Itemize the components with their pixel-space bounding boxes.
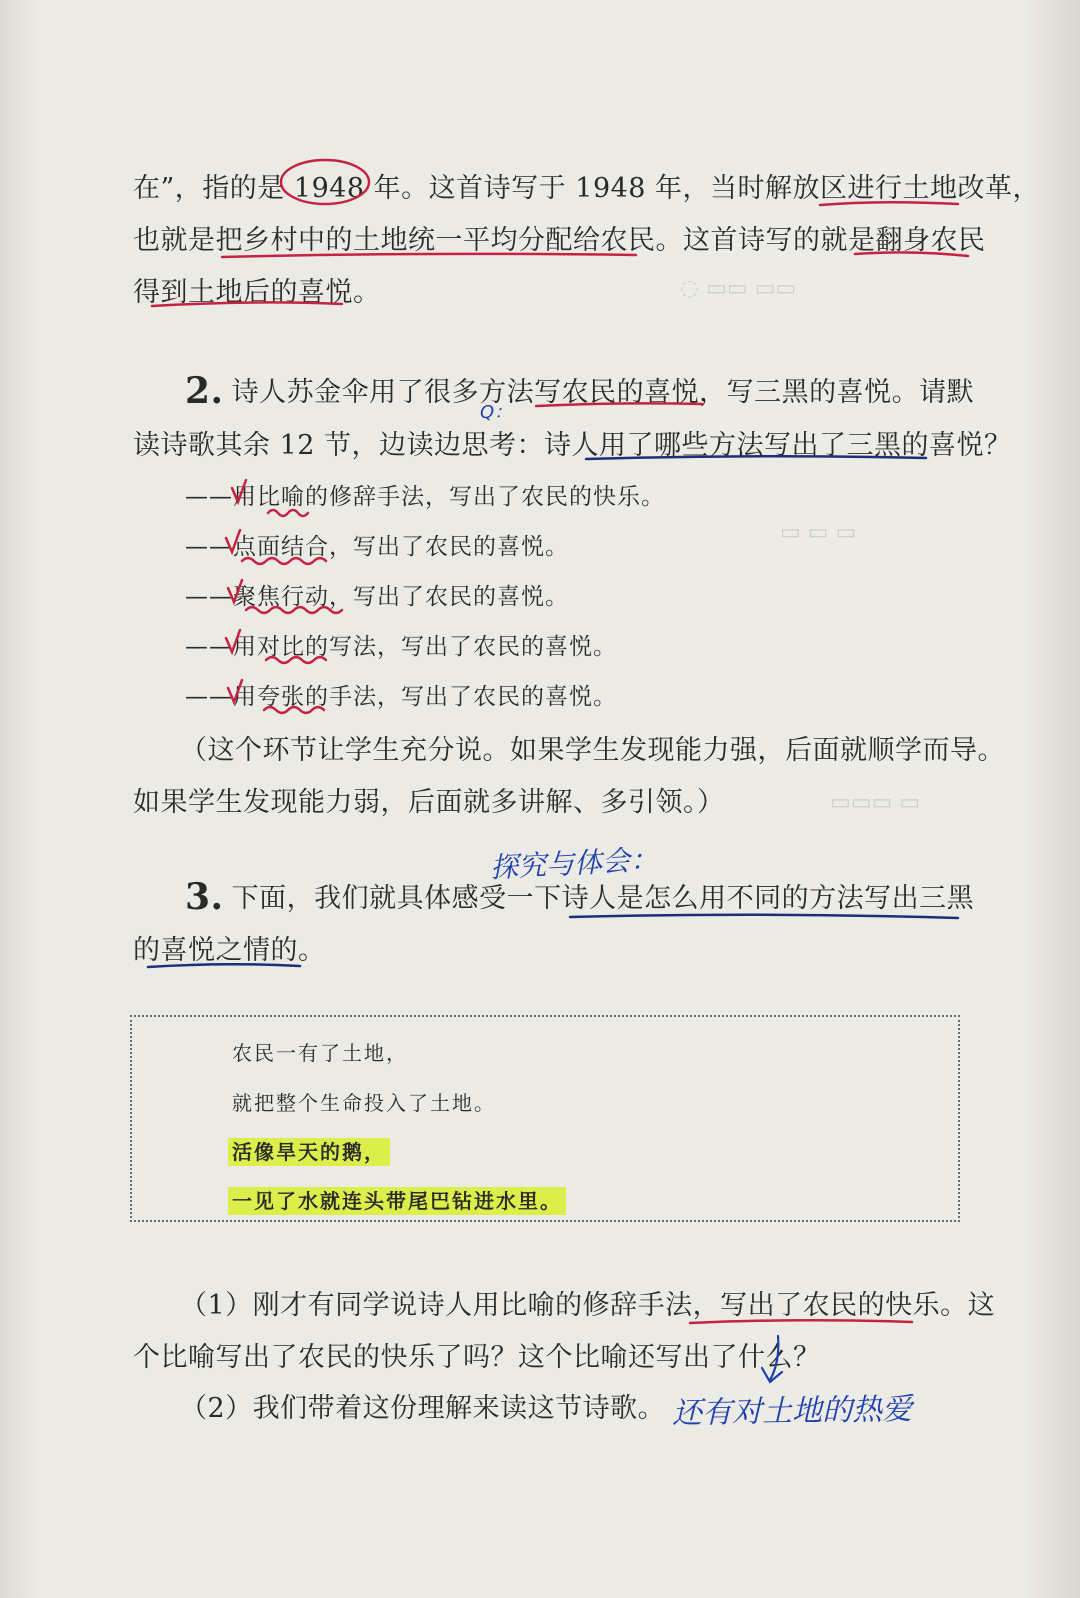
bleed-through-mark: ▭▭▭ ▭ <box>830 790 921 815</box>
bleed-through-mark: ◌ ▭▭ ▭▭ <box>680 276 797 301</box>
paragraph1-line1: 在”，指的是 1948 年。这首诗写于 1948 年，当时解放区进行土地改革， <box>133 173 1041 204</box>
paragraph1-line2: 也就是把乡村中的土地统一平均分配给农民。这首诗写的就是翻身农民 <box>133 225 986 256</box>
method-item: ——聚焦行动，写出了农民的喜悦。 <box>185 584 569 610</box>
method-item: ——用对比的写法，写出了农民的喜悦。 <box>185 634 617 660</box>
poem-line: 就把整个生命投入了土地。 <box>232 1091 496 1115</box>
handwritten-q-mark: Q： <box>480 402 513 423</box>
section2-number: 2. <box>185 370 224 412</box>
section2-line2: 读诗歌其余 12 节，边读边思考：诗人用了哪些方法写出了三黑的喜悦？ <box>133 430 1012 461</box>
question1-line1: （1）刚才有同学说诗人用比喻的修辞手法，写出了农民的快乐。这 <box>180 1290 996 1321</box>
handwritten-explore-note: 探究与体会： <box>489 842 659 885</box>
poem-line-highlighted <box>232 1185 566 1214</box>
section2-text: 诗人苏金伞用了很多方法写农民的喜悦，写三黑的喜悦。请默 <box>231 377 975 408</box>
highlighted-text: 活像旱天的鹅， <box>228 1138 390 1166</box>
paragraph1-line3: 得到土地后的喜悦。 <box>133 277 381 308</box>
question2: （2）我们带着这份理解来读这节诗歌。 <box>180 1393 666 1424</box>
section3-line1 <box>185 876 974 918</box>
bleed-through-mark: ▭ ▭ ▭ <box>780 520 857 545</box>
question1-line2: 个比喻写出了农民的快乐了吗？这个比喻还写出了什么？ <box>133 1342 821 1373</box>
teaching-note-line2: 如果学生发现能力弱，后面就多讲解、多引领。） <box>133 787 725 818</box>
poem-line-highlighted <box>232 1136 390 1165</box>
handwritten-answer-note: 还有对土地的热爱 <box>671 1391 913 1432</box>
section3-text: 下面，我们就具体感受一下诗人是怎么用不同的方法写出三黑 <box>231 883 975 914</box>
highlighted-text: 一见了水就连头带尾巴钻进水里。 <box>228 1187 566 1215</box>
method-item: ——用比喻的修辞手法，写出了农民的快乐。 <box>185 484 665 510</box>
method-item: ——用夸张的手法，写出了农民的喜悦。 <box>185 684 617 710</box>
poem-line: 农民一有了土地， <box>232 1041 408 1065</box>
method-item: ——点面结合，写出了农民的喜悦。 <box>185 534 569 560</box>
section3-number: 3. <box>185 876 224 918</box>
section3-line2: 的喜悦之情的。 <box>133 935 326 966</box>
section2-line1 <box>185 370 974 412</box>
teaching-note-line1: （这个环节让学生充分说。如果学生发现能力强，后面就顺学而导。 <box>180 735 1005 766</box>
